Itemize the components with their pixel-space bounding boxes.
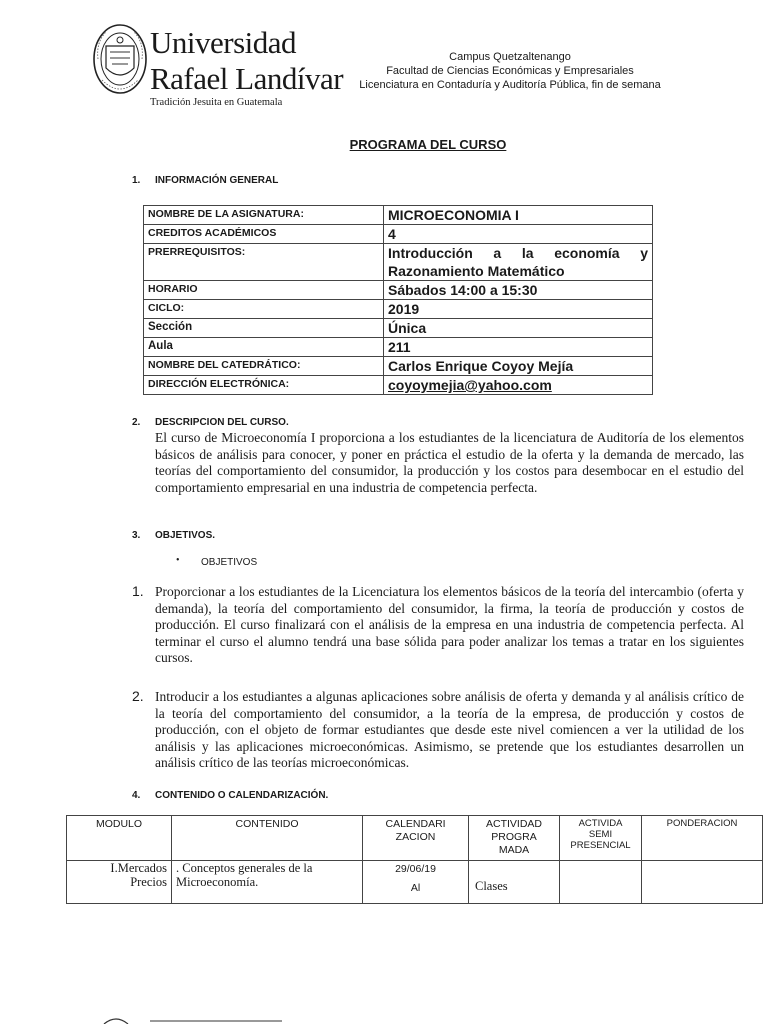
general-info-table <box>143 205 653 395</box>
table-row <box>144 281 653 300</box>
info-value: MICROECONOMIA I <box>384 206 653 225</box>
section-4-label: CONTENIDO O CALENDARIZACIÓN. <box>155 790 329 801</box>
actividad-cell: Clases <box>475 879 508 893</box>
info-key: CREDITOS ACADÉMICOS <box>144 225 384 244</box>
email-link[interactable]: coyoymejia@yahoo.com <box>388 377 552 393</box>
table-row <box>67 861 763 904</box>
faculty-line: Facultad de Ciencias Económicas y Empresariales <box>386 65 634 77</box>
section-3-number: 3. <box>132 530 141 541</box>
section-3-label: OBJETIVOS. <box>155 530 216 541</box>
col-header-semipresencial: ACTIVIDA SEMI PRESENCIAL <box>570 818 631 851</box>
bullet-dot-icon: • <box>176 555 180 566</box>
table-header-row <box>67 816 763 861</box>
objective-2-text: Introducir a los estudiantes a algunas aplicaciones sobre análisis de oferta y demanda y al análisis crítico de la teoría del comportamiento del consumidor, a la teoría de la empresa, de producción y costos de producción, con el objeto de formar estudiantes que desde este nivel comiencen a ver la utilidad de los análisis y las aplicaciones microeconómicas. Asimismo, se pretende que los estudiantes desarrollen un análisis crítico de las teorías microeconómicas. <box>155 689 744 770</box>
table-row <box>144 338 653 357</box>
info-key: NOMBRE DEL CATEDRÁTICO: <box>144 357 384 376</box>
section-4-number: 4. <box>132 790 141 801</box>
info-key: Aula <box>144 338 384 357</box>
info-value: Sábados 14:00 a 15:30 <box>384 281 653 300</box>
table-row <box>144 300 653 319</box>
objectives-bullet-label: OBJETIVOS <box>201 557 258 568</box>
next-page-header-fragment <box>92 1016 282 1024</box>
campus-info <box>340 50 680 92</box>
col-header-contenido: CONTENIDO <box>172 816 363 861</box>
objective-2-number: 2. <box>132 688 144 704</box>
program-line: Licenciatura en Contaduría y Auditoría Pública, fin de semana <box>359 79 661 91</box>
table-row <box>144 206 653 225</box>
university-motto: Tradición Jesuita en Guatemala <box>150 97 283 108</box>
info-value: 211 <box>384 338 653 357</box>
table-row <box>144 244 653 281</box>
calendarizacion-sub: Al <box>410 882 421 894</box>
course-description: El curso de Microeconomía I proporciona a los estudiantes de la licenciatura de Auditoría de los elementos básicos de análisis para conocer, y poner en práctica el estudio de la oferta y la demanda de mercado, las teorías del comportamiento del consumidor, la producción y los costos para desembocar en el estudio del comportamiento empresarial en una industria de competencia perfecta. <box>155 430 744 495</box>
section-1-number: 1. <box>132 175 141 186</box>
contenido-cell: . Conceptos generales de la Microeconomía. <box>176 861 313 889</box>
info-value-cell <box>384 376 653 395</box>
university-seal-icon <box>92 22 148 96</box>
ponderacion-cell <box>642 861 763 904</box>
calendarizacion-date: 29/06/19 <box>395 863 436 875</box>
info-value: Única <box>384 319 653 338</box>
university-name-line2: Rafael Landívar <box>150 61 344 96</box>
section-2-number: 2. <box>132 417 141 428</box>
col-header-modulo: MODULO <box>67 816 172 861</box>
page-title: PROGRAMA DEL CURSO <box>349 137 507 152</box>
info-value: Introducción a la economía y Razonamiento Matemático <box>384 244 653 281</box>
info-value: 2019 <box>384 300 653 319</box>
campus-line: Campus Quetzaltenango <box>449 51 571 63</box>
info-key: DIRECCIÓN ELECTRÓNICA: <box>144 376 384 395</box>
section-1-label: INFORMACIÓN GENERAL <box>155 175 279 186</box>
semipresencial-cell <box>560 861 642 904</box>
table-row <box>144 357 653 376</box>
info-key: NOMBRE DE LA ASIGNATURA: <box>144 206 384 225</box>
university-name-line1: Universidad <box>150 25 297 60</box>
schedule-table <box>66 815 763 904</box>
modulo-cell: I.Mercados Precios <box>110 861 167 889</box>
section-2-label: DESCRIPCION DEL CURSO. <box>155 417 289 428</box>
info-key: HORARIO <box>144 281 384 300</box>
col-header-calendarizacion: CALENDARI ZACION <box>385 818 446 843</box>
info-value: Carlos Enrique Coyoy Mejía <box>384 357 653 376</box>
info-value: 4 <box>384 225 653 244</box>
col-header-actividad: ACTIVIDAD PROGRA MADA <box>486 818 543 856</box>
col-header-ponderacion: PONDERACION <box>642 816 763 861</box>
objective-1-text: Proporcionar a los estudiantes de la Licenciatura los elementos básicos de la teoría del intercambio (oferta y demanda), la teoría del comportamiento del consumidor, la firma, la teoría de producción y costos de producción. El curso finalizará con el análisis de la empresa en una industria de competencia perfecta. Al terminar el curso el alumno tendrá una base sólida para poder analizar los temas a tratar en los siguientes cursos. <box>155 584 744 665</box>
info-key: Sección <box>144 319 384 338</box>
table-row <box>144 225 653 244</box>
table-row <box>144 319 653 338</box>
info-key: CICLO: <box>144 300 384 319</box>
objective-1-number: 1. <box>132 583 144 599</box>
table-row <box>144 376 653 395</box>
info-key: PRERREQUISITOS: <box>144 244 384 281</box>
